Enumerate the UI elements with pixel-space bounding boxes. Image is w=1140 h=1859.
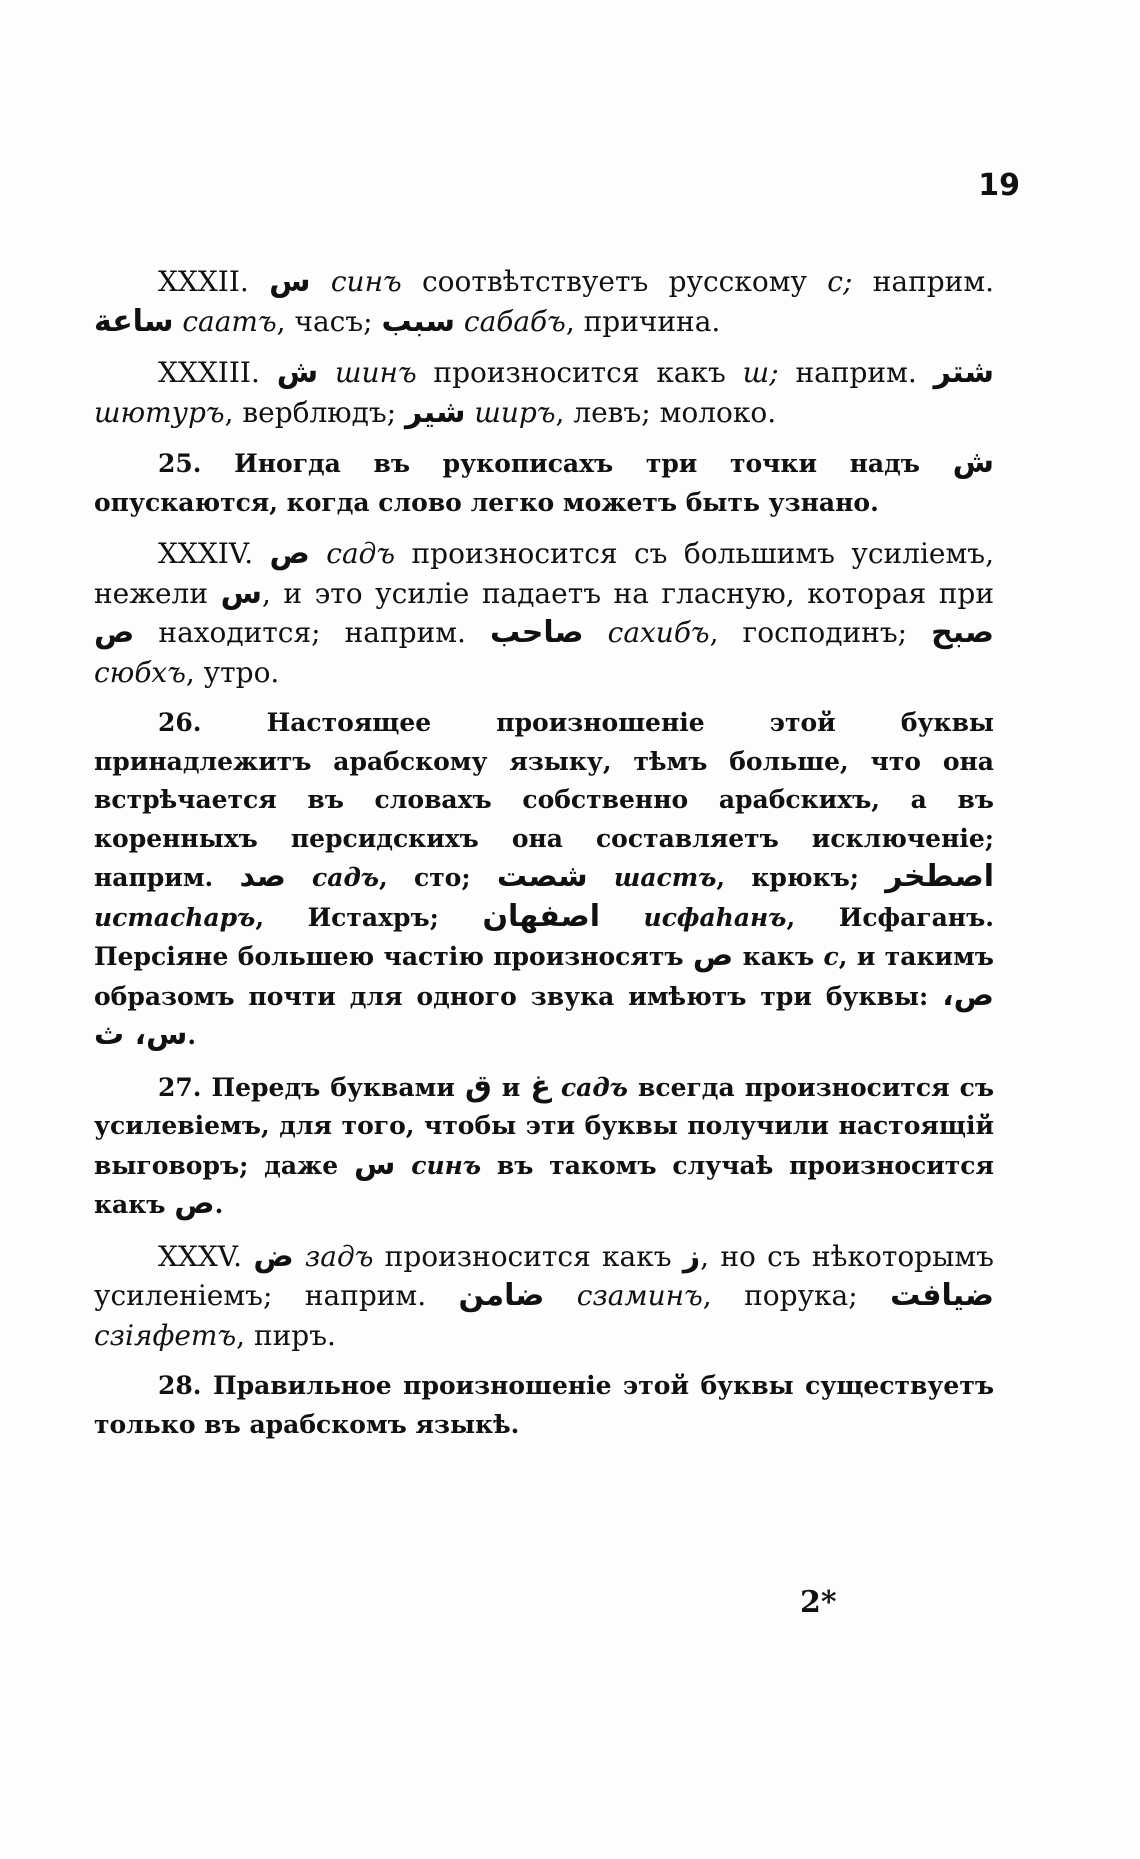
text-run: произносится какъ [373, 1239, 683, 1273]
transliteration: сзаминъ [544, 1279, 703, 1312]
transliteration: истасһаръ [94, 902, 256, 932]
text-run: , причина. [565, 304, 721, 338]
arabic-word: ش [276, 355, 319, 390]
text-run: 28. Правильное произношеніе этой буквы существуетъ только въ арабскомъ языкѣ. [94, 1371, 994, 1439]
arabic-word: ض [253, 1238, 294, 1274]
transliteration: синъ [395, 1150, 482, 1180]
text-run: какъ [733, 942, 824, 971]
text-run: произносится съ большимъ усиліемъ, нежели [94, 537, 994, 610]
arabic-word: ز [682, 1238, 701, 1274]
paragraph [94, 1367, 994, 1444]
text-run: , левъ; молоко. [555, 395, 777, 429]
arabic-word: صاحب [489, 615, 584, 650]
arabic-word: ضامن [458, 1278, 545, 1313]
transliteration: исфаһанъ [599, 902, 787, 932]
arabic-word: ساعة [94, 303, 174, 339]
text-run: , верблюдъ; [224, 395, 406, 429]
text-run: опускаются, когда слово легко можетъ быть узнано. [94, 487, 879, 517]
transliteration: синъ [310, 265, 402, 298]
transliteration: ш; [742, 356, 779, 389]
text-run: находится; наприм. [134, 616, 490, 649]
signature-mark: 2* [800, 1585, 837, 1620]
paragraph [94, 353, 994, 432]
page-body [94, 262, 994, 1456]
arabic-word: غ [530, 1068, 551, 1104]
text-run: въ такомъ случаѣ произносится какъ [94, 1150, 994, 1219]
text-run: наприм. [778, 356, 934, 389]
arabic-word: سبب [381, 303, 455, 339]
text-run: XXXIV. [158, 537, 270, 570]
transliteration: сюбхъ [94, 655, 186, 689]
text-run: 25. Иногда въ рукописахъ три точки надъ [158, 449, 953, 478]
text-run: , утро. [185, 655, 280, 689]
arabic-word: س [220, 575, 262, 611]
transliteration: сзіяфетъ [94, 1318, 237, 1352]
text-run: . [214, 1190, 224, 1219]
page-number: 19 [978, 168, 1020, 203]
arabic-word: ش [952, 445, 994, 480]
transliteration: задъ [293, 1239, 374, 1273]
transliteration: сабабъ [455, 304, 566, 338]
arabic-word: صد [239, 859, 286, 894]
paragraph [94, 704, 994, 1056]
transliteration: ширъ [465, 395, 556, 429]
text-run: , Истахръ; [255, 902, 483, 932]
text-run: , порука; [702, 1279, 891, 1312]
arabic-word: ضيافت [890, 1278, 994, 1313]
text-run: 26. Настоящее произношеніе этой буквы принадлежитъ арабскому языку, тѣмъ больше, что она встрѣчается въ словахъ собственно арабскихъ, а въ коренныхъ персидскихъ она составляетъ исключеніе; наприм. [94, 708, 994, 892]
text-run: , но съ нѣкоторымъ усиленіемъ; наприм. [94, 1239, 994, 1312]
text-run: . [187, 1021, 197, 1050]
text-run: , крюкъ; [716, 863, 886, 892]
text-run: и [491, 1072, 531, 1102]
paragraph [94, 444, 994, 522]
transliteration: садъ [550, 1072, 628, 1102]
text-run: , сто; [379, 863, 497, 892]
arabic-word: س [269, 264, 311, 299]
arabic-word: اصفهان [482, 898, 600, 934]
transliteration: сахибъ [583, 616, 710, 649]
arabic-word: اصطخر [885, 859, 994, 894]
text-run: наприм. [852, 265, 994, 298]
transliteration: шастъ [587, 863, 717, 892]
transliteration: шютуръ [94, 395, 225, 429]
paragraph [94, 262, 994, 341]
text-run: XXXIII. [158, 356, 277, 389]
arabic-word: ص [174, 1186, 215, 1221]
text-run: , и такимъ образомъ почти для одного звука имѣютъ три буквы: [94, 942, 994, 1011]
arabic-word: ص [692, 938, 734, 973]
text-run: XXXII. [158, 265, 270, 298]
arabic-word: شير [405, 394, 466, 430]
transliteration: с [823, 942, 839, 971]
text-run: всегда произносится съ усилевіемъ, для того, чтобы эти буквы получили настоящій выговоръ; даже [94, 1072, 995, 1180]
text-run: , и это усиліе падаетъ на гласную, которая при [261, 576, 994, 610]
arabic-word: ق [464, 1068, 492, 1104]
transliteration: шинъ [318, 356, 417, 389]
text-run: XXXV. [158, 1239, 254, 1273]
arabic-word: ص، س، ث [94, 977, 994, 1052]
transliteration: с; [827, 265, 853, 298]
text-run: , пиръ. [236, 1318, 336, 1352]
arabic-word: ص [269, 536, 310, 571]
text-run: , господинъ; [709, 616, 932, 649]
paragraph [94, 1237, 994, 1356]
arabic-word: س [354, 1146, 396, 1182]
text-run: произносится какъ [416, 356, 743, 389]
transliteration: саатъ [173, 304, 277, 338]
arabic-word: شتر [933, 355, 994, 390]
text-run: 27. Передъ буквами [158, 1072, 465, 1102]
transliteration: садъ [285, 863, 380, 892]
text-run: , часъ; [276, 304, 382, 338]
text-run: соотвѣтствуетъ русскому [401, 265, 828, 298]
paragraph [94, 1068, 994, 1225]
paragraph [94, 534, 994, 692]
arabic-word: شصت [496, 859, 588, 894]
transliteration: садъ [309, 537, 396, 570]
arabic-word: صبح [931, 615, 994, 650]
arabic-word: ص [94, 615, 135, 650]
text-run: , Исфаганъ. Персіяне большею частію произносятъ [94, 902, 994, 971]
